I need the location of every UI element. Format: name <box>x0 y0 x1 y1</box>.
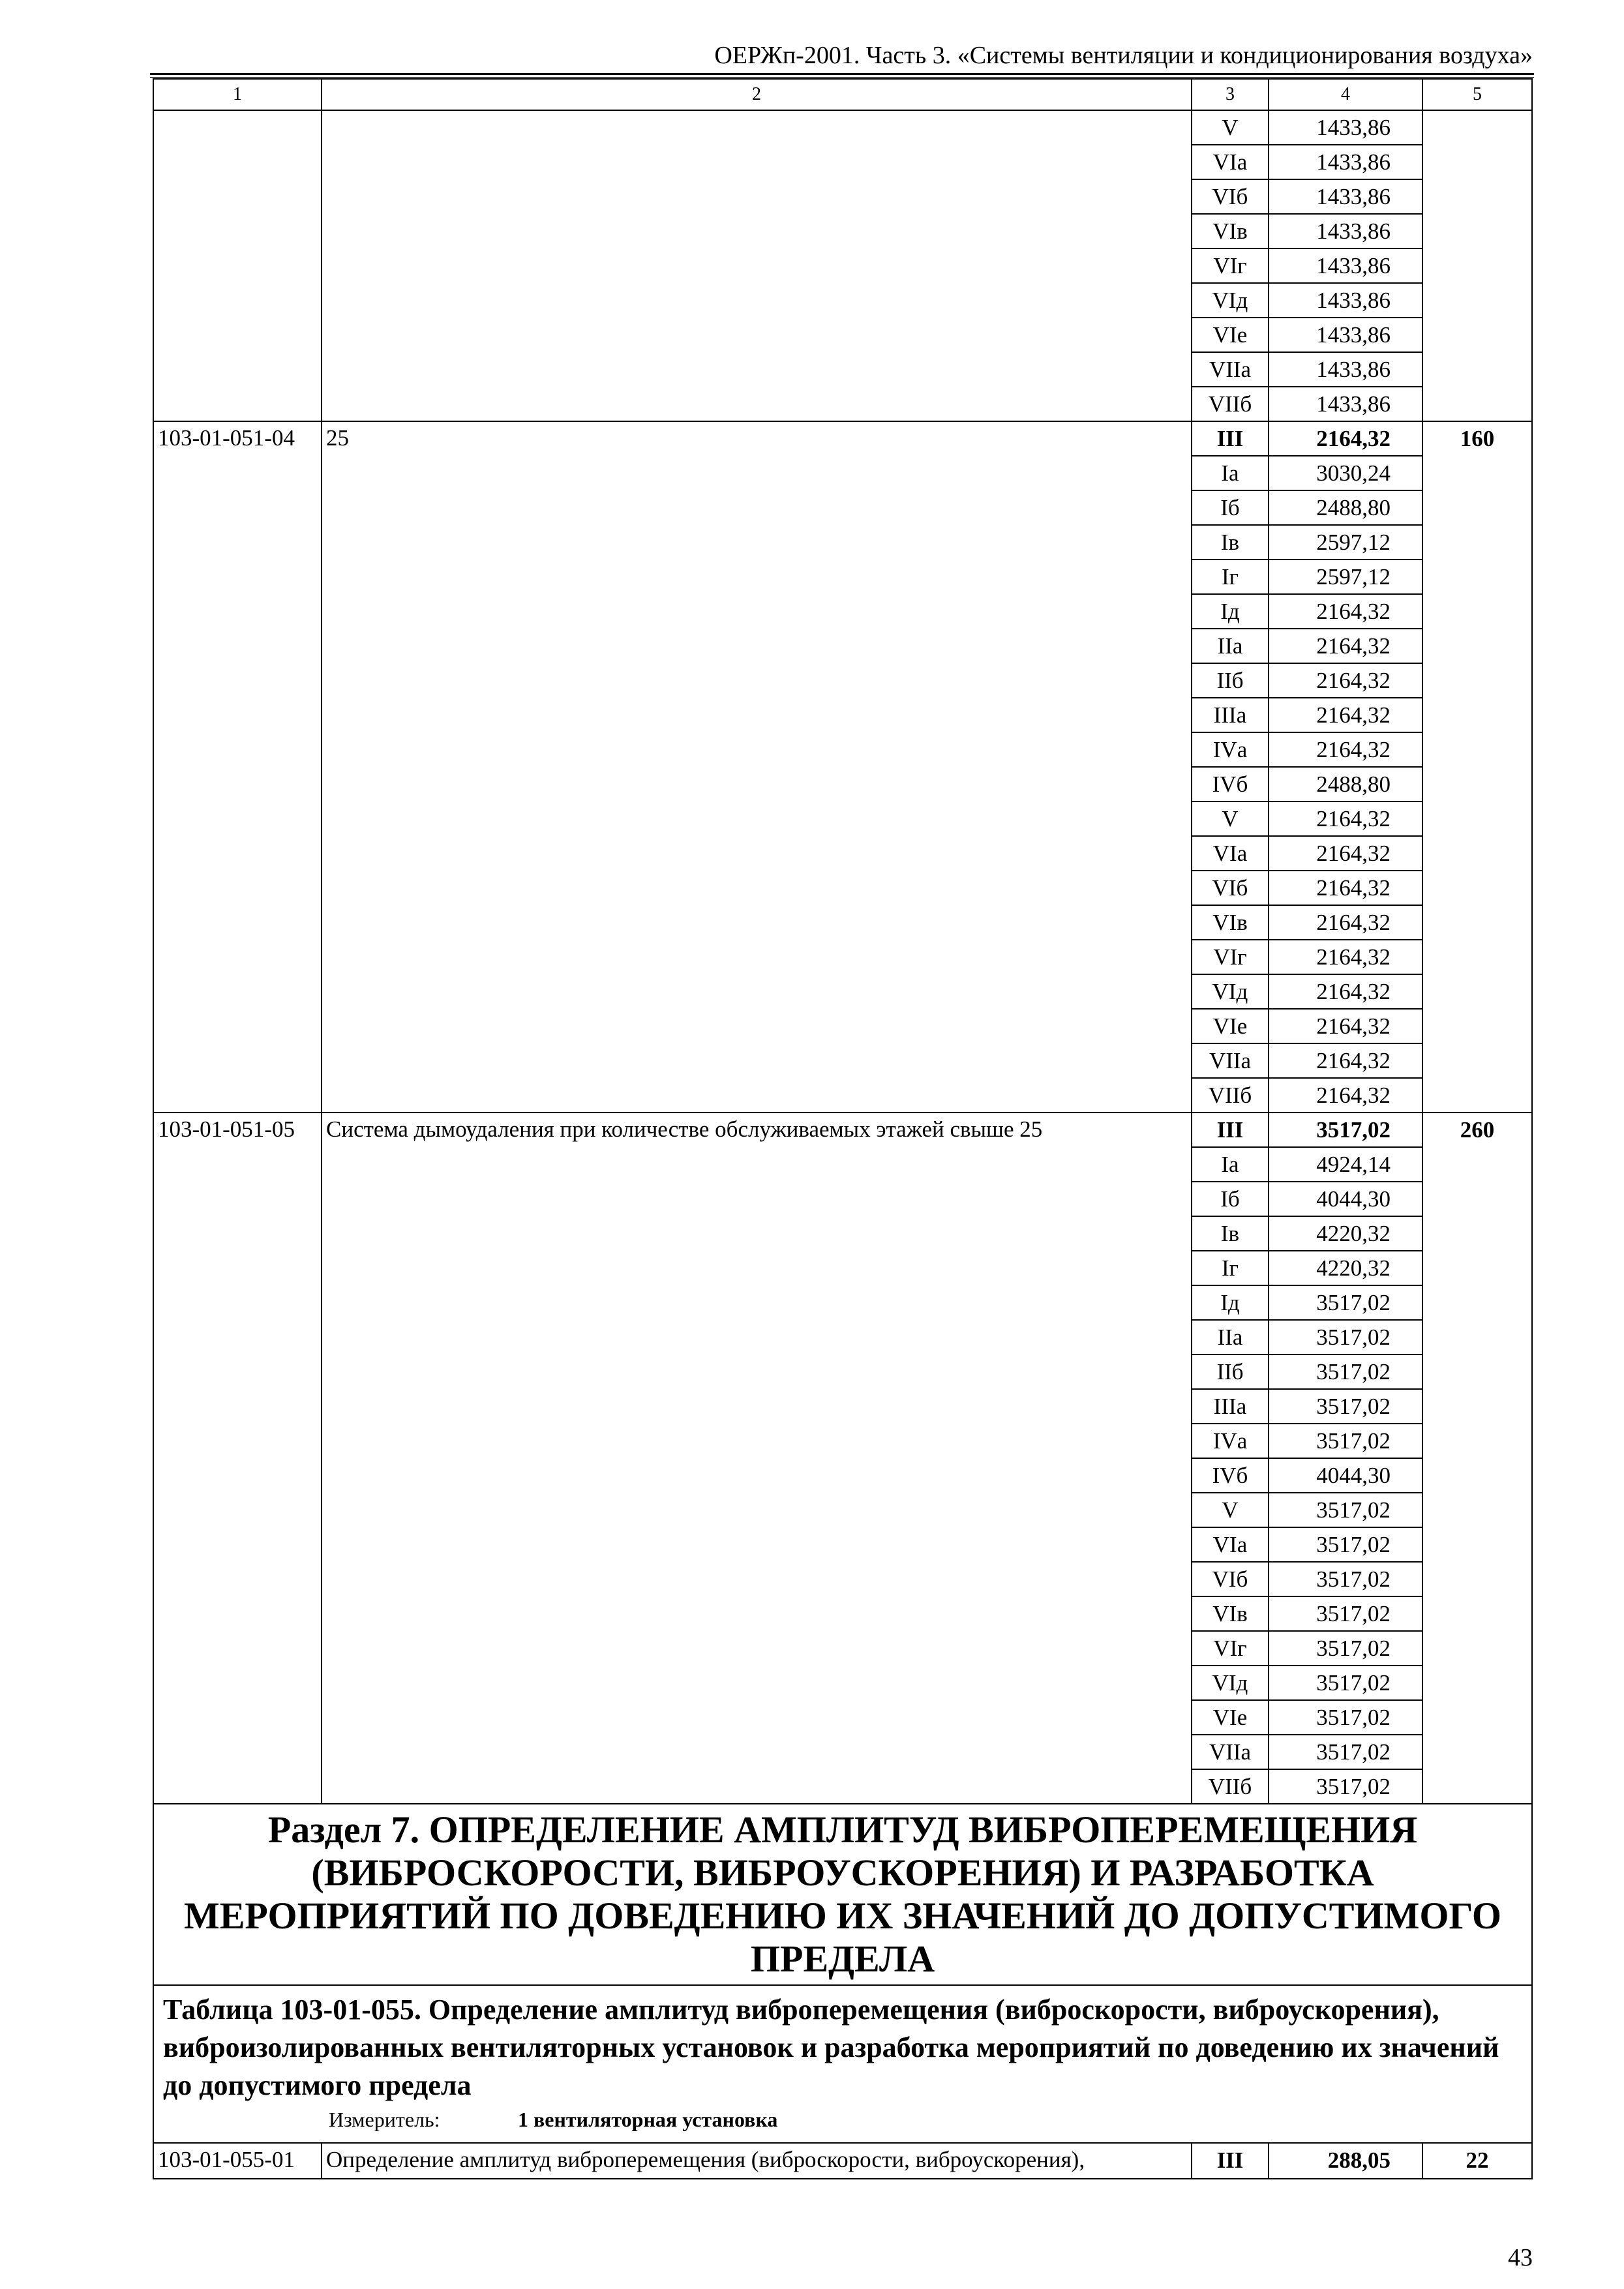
header-rule <box>150 73 1534 75</box>
header-rule-thin <box>150 77 1534 78</box>
meter-value: 1 вентиляторная установка <box>518 2108 778 2131</box>
value-cell: 1433,86 <box>1269 387 1422 421</box>
zone-cell: VIд <box>1192 283 1269 318</box>
zone-cell: Iд <box>1192 1285 1269 1320</box>
column-number: 4 <box>1269 79 1422 110</box>
zone-cell: Iа <box>1192 456 1269 490</box>
value-cell: 2164,32 <box>1269 594 1422 629</box>
value-cell: 2488,80 <box>1269 767 1422 801</box>
value-cell: 2164,32 <box>1269 1078 1422 1113</box>
zone-cell: V <box>1192 801 1269 836</box>
zone-cell: IVа <box>1192 1424 1269 1458</box>
zone-cell: Iд <box>1192 594 1269 629</box>
table-row <box>153 1113 1532 1147</box>
value-cell: 3517,02 <box>1269 1562 1422 1596</box>
zone-cell: V <box>1192 110 1269 145</box>
col5-cell: 22 <box>1422 2143 1532 2179</box>
zone-cell: VIб <box>1192 179 1269 214</box>
table-title-cell <box>153 1985 1532 2143</box>
zone-cell: VIIб <box>1192 387 1269 421</box>
price-table <box>153 78 1533 2179</box>
value-cell: 2164,32 <box>1269 974 1422 1009</box>
value-cell: 1433,86 <box>1269 145 1422 179</box>
zone-cell: IVа <box>1192 732 1269 767</box>
value-cell: 2164,32 <box>1269 801 1422 836</box>
zone-cell: VIа <box>1192 145 1269 179</box>
value-cell: 2164,32 <box>1269 836 1422 871</box>
description-cell: 25 <box>322 421 1192 1113</box>
value-cell: 3517,02 <box>1269 1493 1422 1527</box>
zone-cell: Iб <box>1192 1182 1269 1216</box>
zone-cell: IIб <box>1192 1354 1269 1389</box>
meter-row <box>163 2104 1522 2134</box>
value-cell: 2164,32 <box>1269 940 1422 974</box>
value-cell: 3517,02 <box>1269 1596 1422 1631</box>
value-cell: 1433,86 <box>1269 318 1422 352</box>
value-cell: 2164,32 <box>1269 905 1422 940</box>
value-cell: 2164,32 <box>1269 871 1422 905</box>
zone-cell: Iг <box>1192 560 1269 594</box>
table-row <box>153 421 1532 456</box>
value-cell: 3517,02 <box>1269 1527 1422 1562</box>
code-cell: 103-01-051-04 <box>153 421 322 1113</box>
page-header: ОЕРЖп-2001. Часть 3. «Системы вентиляции и кондиционирования воздуха» <box>714 42 1533 69</box>
value-cell: 1433,86 <box>1269 110 1422 145</box>
zone-cell: VIв <box>1192 1596 1269 1631</box>
value-cell: 1433,86 <box>1269 352 1422 387</box>
col5-cell: 160 <box>1422 421 1532 1113</box>
value-cell: 2164,32 <box>1269 1009 1422 1043</box>
value-cell: 2488,80 <box>1269 490 1422 525</box>
zone-cell: III <box>1192 2143 1269 2179</box>
code-cell: 103-01-055-01 <box>153 2143 322 2179</box>
value-cell: 1433,86 <box>1269 248 1422 283</box>
value-cell: 3517,02 <box>1269 1285 1422 1320</box>
zone-cell: VIе <box>1192 1700 1269 1735</box>
section-heading: Раздел 7. ОПРЕДЕЛЕНИЕ АМПЛИТУД ВИБРОПЕРЕМЕЩЕНИЯ (ВИБРОСКОРОСТИ, ВИБРОУСКОРЕНИЯ) И РАЗРАБОТКА МЕРОПРИЯТИЙ ПО ДОВЕДЕНИЮ ИХ ЗНАЧЕНИЙ ДО ДОПУСТИМОГО ПРЕДЕЛА <box>153 1804 1532 1985</box>
zone-cell: VIе <box>1192 1009 1269 1043</box>
zone-cell: VIд <box>1192 1666 1269 1700</box>
value-cell: 2597,12 <box>1269 560 1422 594</box>
zone-cell: VIIб <box>1192 1078 1269 1113</box>
zone-cell: Iв <box>1192 525 1269 560</box>
value-cell: 3517,02 <box>1269 1735 1422 1769</box>
table-title-row <box>153 1985 1532 2143</box>
zone-cell: VIIб <box>1192 1769 1269 1804</box>
zone-cell: IVб <box>1192 767 1269 801</box>
value-cell: 3517,02 <box>1269 1113 1422 1147</box>
value-cell: 4044,30 <box>1269 1182 1422 1216</box>
zone-cell: Iв <box>1192 1216 1269 1251</box>
zone-cell: VIа <box>1192 836 1269 871</box>
zone-cell: Iб <box>1192 490 1269 525</box>
zone-cell: V <box>1192 1493 1269 1527</box>
zone-cell: VIв <box>1192 905 1269 940</box>
section-row <box>153 1804 1532 1985</box>
value-cell: 288,05 <box>1269 2143 1422 2179</box>
value-cell: 1433,86 <box>1269 283 1422 318</box>
value-cell: 3517,02 <box>1269 1424 1422 1458</box>
zone-cell: VIв <box>1192 214 1269 248</box>
value-cell: 4044,30 <box>1269 1458 1422 1493</box>
col5-cell <box>1422 110 1532 421</box>
zone-cell: VIIа <box>1192 1043 1269 1078</box>
description-cell <box>322 110 1192 421</box>
value-cell: 2164,32 <box>1269 629 1422 663</box>
value-cell: 4220,32 <box>1269 1251 1422 1285</box>
zone-cell: VIа <box>1192 1527 1269 1562</box>
zone-cell: IIа <box>1192 629 1269 663</box>
value-cell: 3517,02 <box>1269 1769 1422 1804</box>
zone-cell: IIIа <box>1192 1389 1269 1424</box>
value-cell: 2164,32 <box>1269 698 1422 732</box>
value-cell: 1433,86 <box>1269 214 1422 248</box>
zone-cell: III <box>1192 1113 1269 1147</box>
value-cell: 2164,32 <box>1269 732 1422 767</box>
column-number-row <box>153 79 1532 110</box>
value-cell: 1433,86 <box>1269 179 1422 214</box>
description-cell: Система дымоудаления при количестве обслуживаемых этажей свыше 25 <box>322 1113 1192 1804</box>
value-cell: 2164,32 <box>1269 421 1422 456</box>
col5-cell: 260 <box>1422 1113 1532 1804</box>
value-cell: 2164,32 <box>1269 663 1422 698</box>
column-number: 5 <box>1422 79 1532 110</box>
meter-label: Измеритель: <box>329 2108 440 2131</box>
value-cell: 4220,32 <box>1269 1216 1422 1251</box>
zone-cell: VIг <box>1192 248 1269 283</box>
value-cell: 3517,02 <box>1269 1354 1422 1389</box>
zone-cell: IIIа <box>1192 698 1269 732</box>
value-cell: 3517,02 <box>1269 1389 1422 1424</box>
table-row <box>153 2143 1532 2179</box>
zone-cell: VIб <box>1192 871 1269 905</box>
zone-cell: III <box>1192 421 1269 456</box>
zone-cell: VIг <box>1192 1631 1269 1666</box>
value-cell: 4924,14 <box>1269 1147 1422 1182</box>
column-number: 2 <box>322 79 1192 110</box>
zone-cell: VIе <box>1192 318 1269 352</box>
zone-cell: VIг <box>1192 940 1269 974</box>
zone-cell: VIIа <box>1192 352 1269 387</box>
zone-cell: VIб <box>1192 1562 1269 1596</box>
zone-cell: VIд <box>1192 974 1269 1009</box>
value-cell: 3517,02 <box>1269 1320 1422 1354</box>
code-cell: 103-01-051-05 <box>153 1113 322 1804</box>
page-number: 43 <box>1508 2244 1533 2271</box>
value-cell: 3517,02 <box>1269 1631 1422 1666</box>
column-number: 1 <box>153 79 322 110</box>
zone-cell: VIIа <box>1192 1735 1269 1769</box>
zone-cell: IIа <box>1192 1320 1269 1354</box>
table-row <box>153 110 1532 145</box>
column-number: 3 <box>1192 79 1269 110</box>
zone-cell: Iа <box>1192 1147 1269 1182</box>
value-cell: 2164,32 <box>1269 1043 1422 1078</box>
code-cell <box>153 110 322 421</box>
value-cell: 3517,02 <box>1269 1666 1422 1700</box>
table-title: Таблица 103-01-055. Определение амплитуд виброперемещения (виброскорости, виброускорения), виброизолированных вентиляторных установок и разработка мероприятий по доведению их значений до допустимого предела <box>163 1994 1499 2101</box>
value-cell: 2597,12 <box>1269 525 1422 560</box>
description-cell: Определение амплитуд виброперемещения (виброскорости, виброускорения), <box>322 2143 1192 2179</box>
value-cell: 3517,02 <box>1269 1700 1422 1735</box>
zone-cell: IVб <box>1192 1458 1269 1493</box>
value-cell: 3030,24 <box>1269 456 1422 490</box>
zone-cell: Iг <box>1192 1251 1269 1285</box>
zone-cell: IIб <box>1192 663 1269 698</box>
